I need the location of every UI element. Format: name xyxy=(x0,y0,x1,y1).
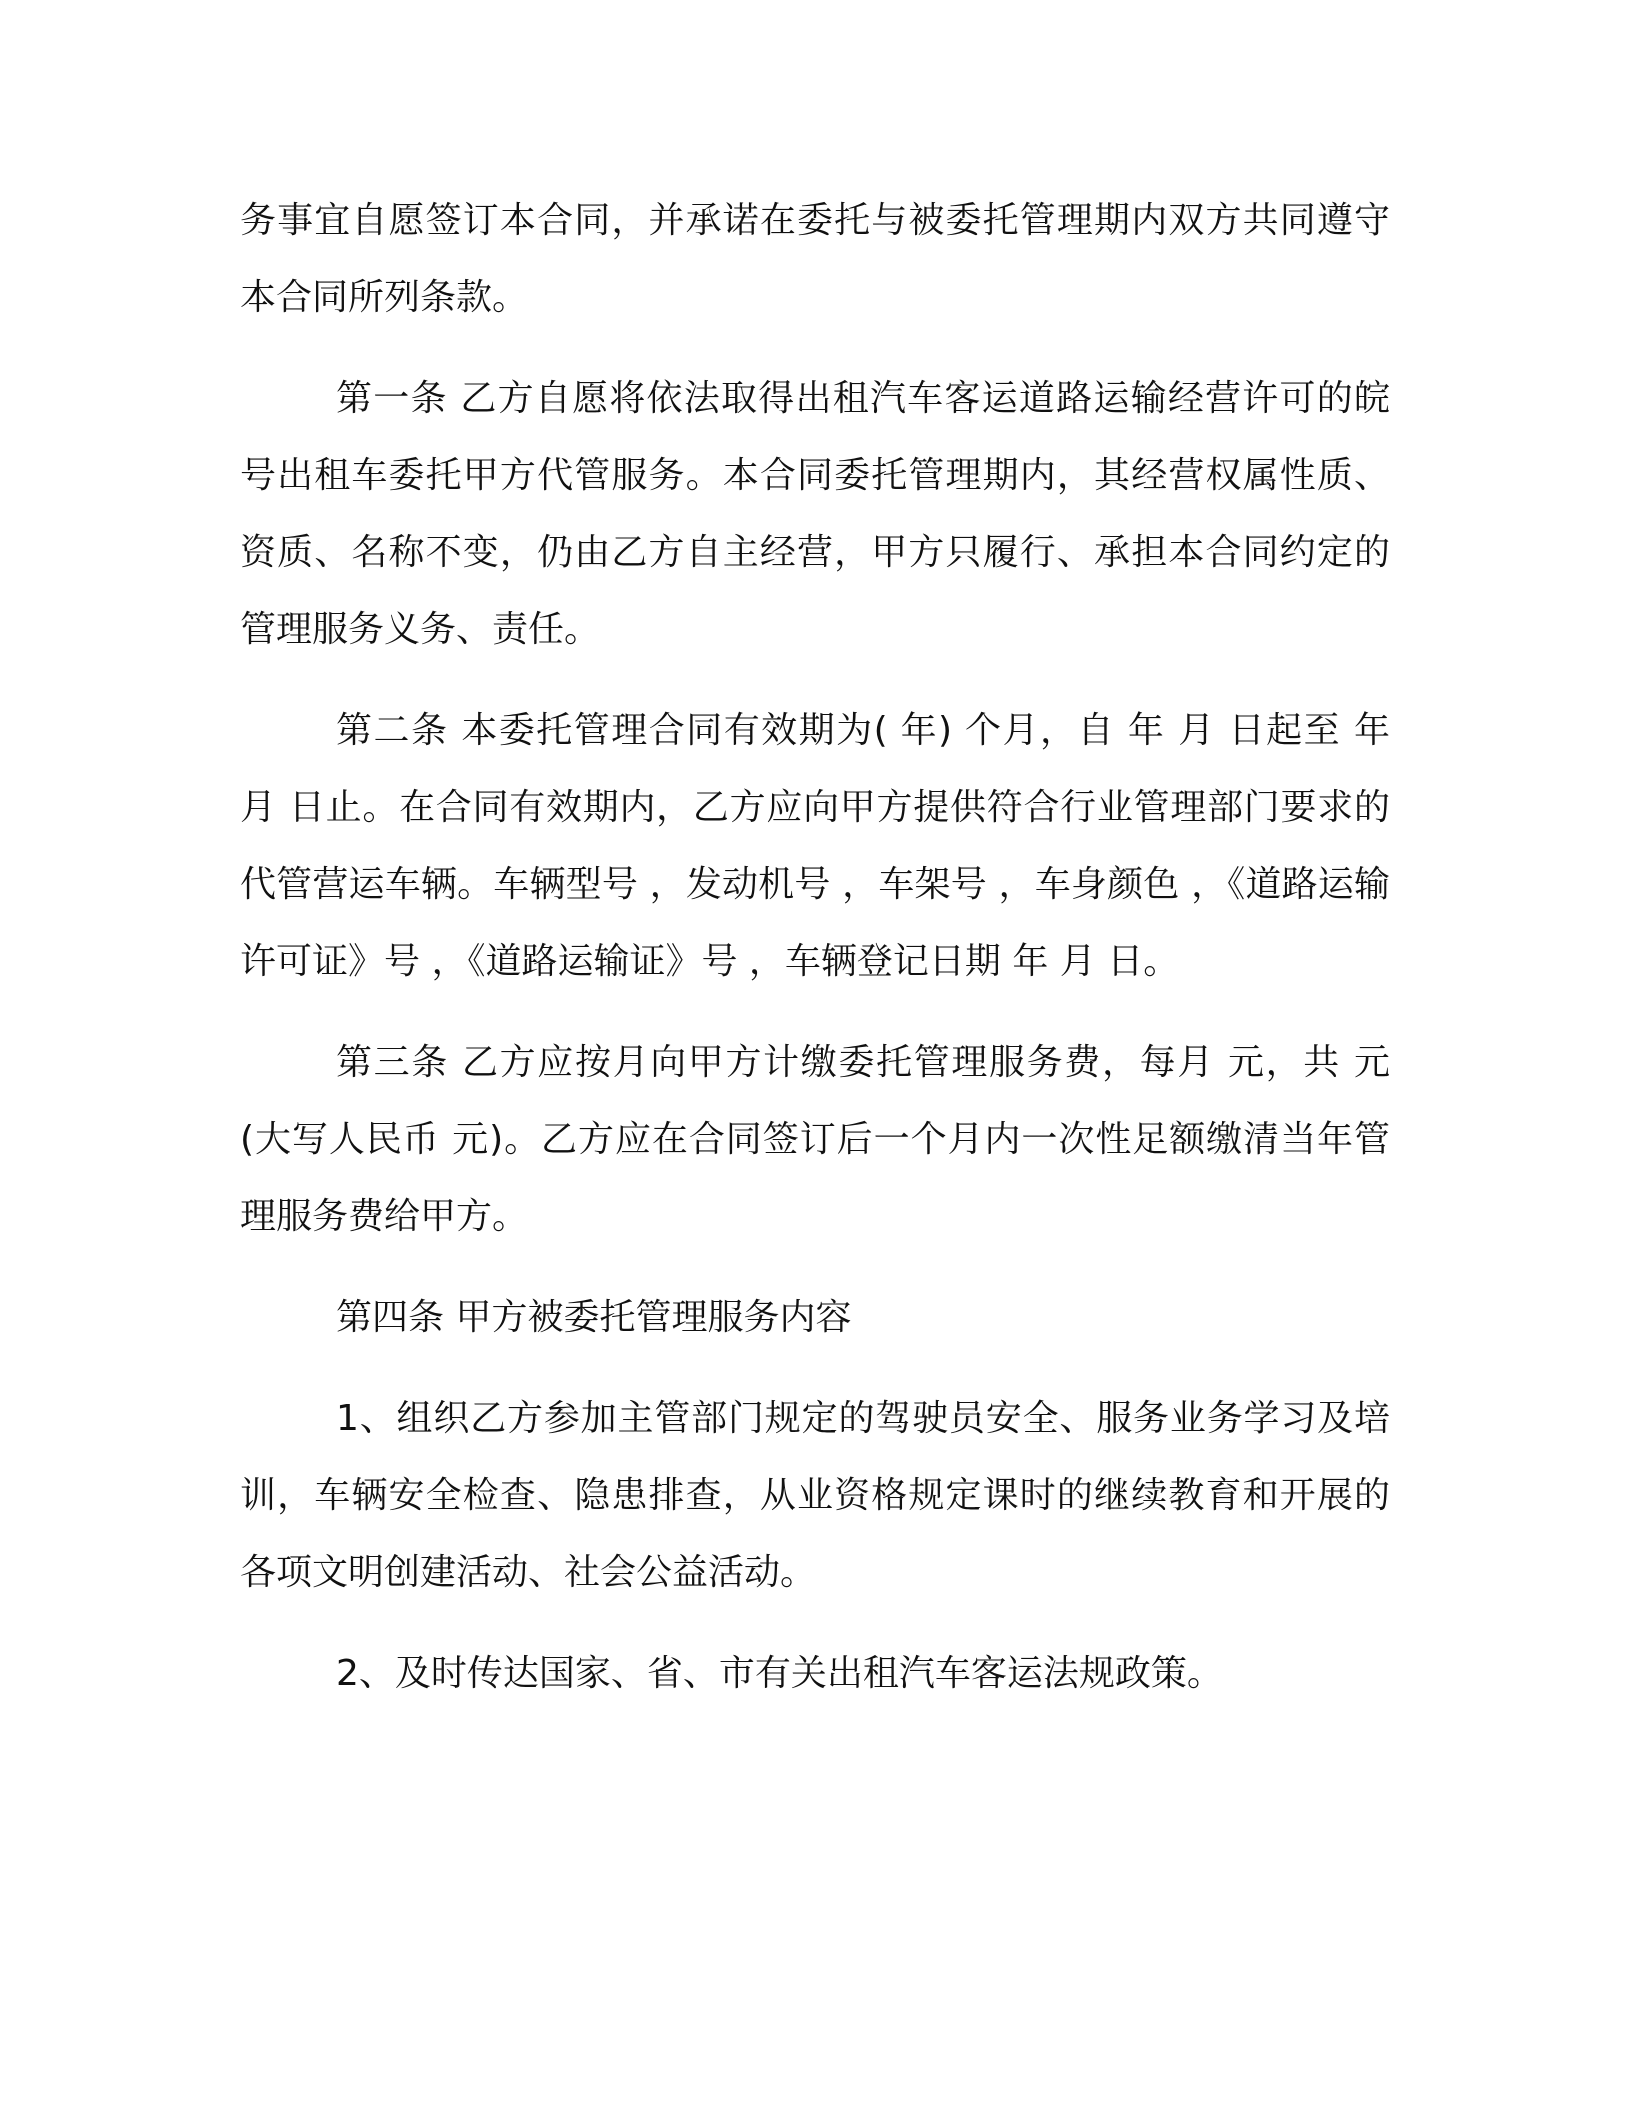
document-body xyxy=(240,182,1390,1736)
paragraph-intro-continuation: 务事宜自愿签订本合同，并承诺在委托与被委托管理期内双方共同遵守本合同所列条款。 xyxy=(240,200,1390,318)
paragraph-article-1: 第一条 乙方自愿将依法取得出租汽车客运道路运输经营许可的皖号出租车委托甲方代管服务。本合同委托管理期内，其经营权属性质、资质、名称不变，仍由乙方自主经营，甲方只履行、承担本合同约定的管理服务义务、责任。 xyxy=(240,378,1390,650)
paragraph-article-4-item-1: 1、组织乙方参加主管部门规定的驾驶员安全、服务业务学习及培训，车辆安全检查、隐患排查，从业资格规定课时的继续教育和开展的各项文明创建活动、社会公益活动。 xyxy=(240,1398,1390,1593)
paragraph-article-3: 第三条 乙方应按月向甲方计缴委托管理服务费，每月 元，共 元(大写人民币 元)。乙方应在合同签订后一个月内一次性足额缴清当年管理服务费给甲方。 xyxy=(240,1042,1390,1237)
paragraph-article-4-heading: 第四条 甲方被委托管理服务内容 xyxy=(336,1297,852,1338)
paragraph-article-4-item-2: 2、及时传达国家、省、市有关出租汽车客运法规政策。 xyxy=(336,1653,1223,1694)
paragraph-article-2: 第二条 本委托管理合同有效期为( 年) 个月，自 年 月 日起至 年 月 日止。在合同有效期内，乙方应向甲方提供符合行业管理部门要求的代管营运车辆。车辆型号 ，发动机号 ，车架号 ，车身颜色 ，《道路运输许可证》号 ，《道路运输证》号 ，车辆登记日期 年 月 日。 xyxy=(240,710,1390,982)
